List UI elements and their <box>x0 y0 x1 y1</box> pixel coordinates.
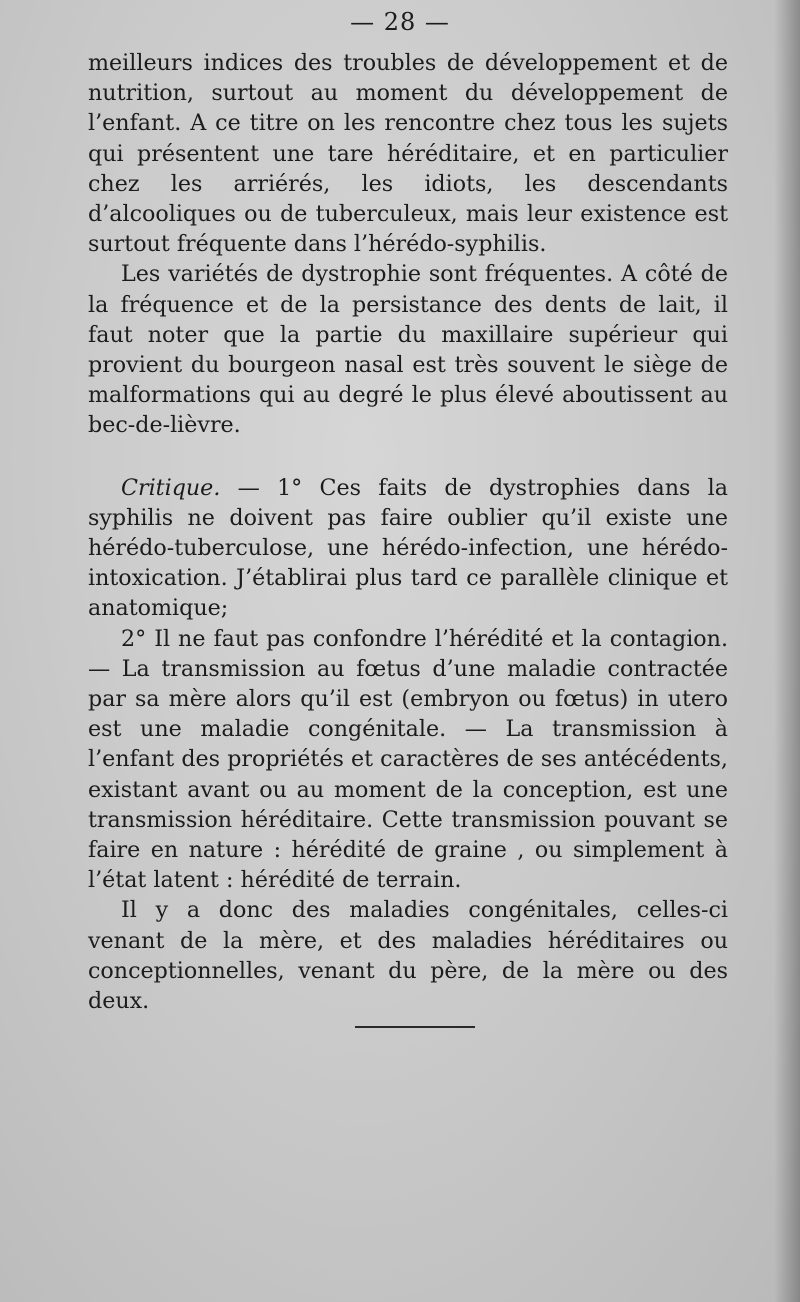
page-number: — 28 — <box>350 8 450 36</box>
critique-heading: Critique. <box>121 474 221 501</box>
paragraph-4: 2° Il ne faut pas confondre l’hérédité et la contagion. — La transmission au fœtus d’une maladie contractée par sa mère alors qu’il est (embryon ou fœtus) in utero est une maladie congénitale. — La transmission à l’enfant des propriétés et caractères de ses antécédents, existant avant ou au moment de la conception, est une transmission héréditaire. Cette transmission pouvant se faire en nature : hérédité de graine , ou simplement à l’état latent : hérédité de terrain. <box>88 625 728 894</box>
paragraph-2: Les variétés de dystrophie sont fréquentes. A côté de la fréquence et de la persistance des dents de lait, il faut noter que la partie du maxillaire supérieur qui provient du bourgeon nasal est très souvent le siège de malformations qui au degré le plus élevé aboutissent au bec-de-lièvre. <box>88 261 728 439</box>
paragraph-5: Il y a donc des maladies congénitales, celles-ci venant de la mère, et des maladies héréditaires ou conceptionnelles, venant du père, de la mère ou des deux. <box>88 897 728 1015</box>
paragraph-1: meilleurs indices des troubles de développement et de nutrition, surtout au moment du développement de l’enfant. A ce titre on les rencontre chez tous les sujets qui présentent une tare héréditaire, et en particulier chez les arriérés, les idiots, les descendants d’alcooliques ou de tuberculeux, mais leur existence est surtout fréquente dans l’hérédo-syphilis. <box>88 50 728 258</box>
body-text <box>88 48 728 1016</box>
section-end-rule <box>355 1026 475 1028</box>
paragraph-3 <box>88 473 728 624</box>
paragraph-3-text: — 1° Ces faits de dystrophies dans la syphilis ne doivent pas faire oublier qu’il existe une hérédo-tuberculose, une hérédo-infection, une hérédo-intoxication. J’établirai plus tard ce parallèle clinique et anatomique; <box>88 474 728 622</box>
page-edge-shadow <box>774 0 800 1302</box>
